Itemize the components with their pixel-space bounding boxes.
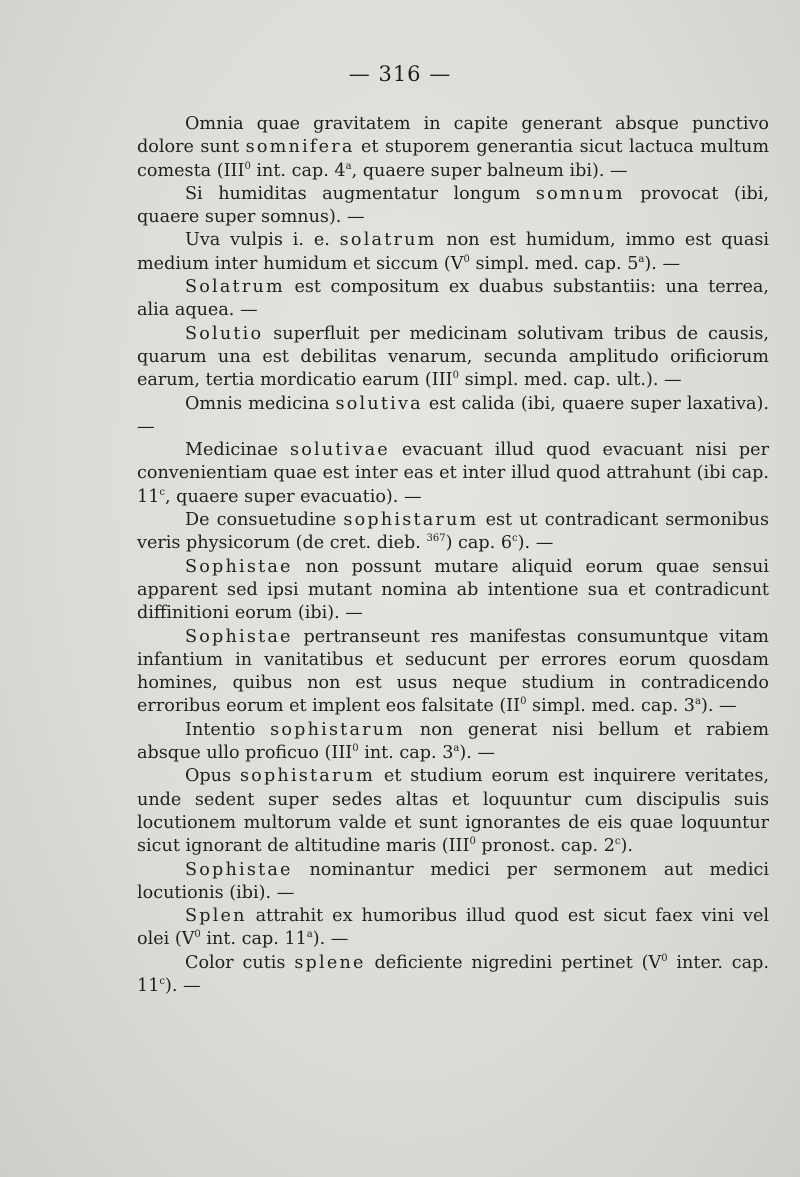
paragraph (137, 183, 769, 230)
paragraph (137, 626, 769, 719)
spaced-keyword: splene (294, 952, 366, 973)
page-number: — 316 — (348, 62, 452, 86)
spaced-keyword: Solutio (185, 323, 264, 344)
paragraph (137, 859, 769, 906)
text-run: simpl. med. cap. 3 (526, 696, 696, 717)
paragraph (137, 393, 769, 440)
text-run: non generat nisi bellum et rabiem absque ullo proficuo (III (137, 719, 770, 764)
superscript: a (695, 696, 701, 708)
text-run: ). — (644, 253, 681, 274)
superscript: 0 (352, 743, 359, 755)
paragraph (137, 719, 769, 766)
text-run: et studium eorum est inquirere veritates, unde sedent super sedes altas et loquuntur cum discipulis suis locutionem multorum valde et sunt ignorantes de eis quae loquuntur sicut ignorant de altitudine maris (III (137, 766, 770, 857)
paragraph (137, 439, 769, 509)
text-run: , quaere super evacuatio). — (165, 486, 422, 507)
text-run: ). — (700, 696, 737, 717)
paragraph (137, 509, 769, 556)
paragraph (137, 765, 769, 858)
text-run: inter. cap. 11 (137, 952, 769, 996)
spaced-keyword: somnum (535, 183, 625, 204)
superscript: c (159, 976, 165, 988)
text-run: Color cutis (185, 952, 295, 973)
text-run: ) cap. 6 (445, 533, 513, 554)
superscript: a (638, 253, 645, 265)
superscript: 0 (661, 952, 668, 964)
text-run: est calida (ibi, quaere super laxativa). — (137, 393, 769, 437)
spaced-keyword: Solatrum (185, 277, 285, 298)
text-run: simpl. med. cap. ult.). — (459, 370, 682, 391)
spaced-keyword: Sophistae (185, 859, 293, 880)
text-run: simpl. med. cap. 5 (469, 253, 639, 274)
paragraph (137, 556, 769, 626)
text-run: pronost. cap. 2 (475, 836, 615, 857)
text-run: Medicinae (185, 440, 290, 461)
text-run: est ut contradicant sermonibus veris physicorum (de cret. dieb. (137, 510, 769, 554)
superscript: c (512, 533, 518, 545)
text-run: , quaere super balneum ibi). — (351, 160, 628, 181)
text-run: superfluit per medicinam solutivam tribus de causis, quarum una est debilitas venarum, secunda amplitudo orificiorum earum, tertia mordicatio earum (III (137, 323, 769, 391)
text-run: Intentio (185, 719, 271, 740)
superscript: 0 (194, 929, 201, 941)
spaced-keyword: sophistarum (270, 719, 406, 740)
spaced-keyword: Splen (185, 906, 247, 927)
superscript: c (159, 486, 165, 498)
text-run: non possunt mutare aliquid eorum quae sensui apparent sed ipsi mutant nomina ab intentione sua et contradicunt diffinitioni eorum (ibi). — (137, 556, 769, 624)
text-run: Omnia quae gravitatem in capite generant absque punctivo dolore sunt (137, 114, 769, 158)
text-run: ). — (459, 743, 496, 764)
text-run: evacuant illud quod evacuant nisi per convenientiam quae est inter eas et inter illud quod attrahunt (ibi cap. 11 (137, 440, 770, 507)
text-run: int. cap. 4 (250, 160, 346, 181)
text-run: int. cap. 11 (200, 929, 307, 950)
superscript: 0 (469, 836, 476, 848)
text-run: deficiente nigredini pertinet (V (365, 952, 662, 973)
spaced-keyword: solutivae (289, 440, 390, 461)
text-run: Uva vulpis i. e. (185, 230, 340, 251)
text-run: est compositum ex duabus substantiis: una terrea, alia aquea. — (137, 277, 769, 321)
text-run: attrahit ex humoribus illud quod est sicut faex vini vel olei (V (137, 906, 769, 950)
spaced-keyword: solutiva (335, 393, 423, 414)
text-run: ). (620, 836, 633, 857)
paragraph (137, 905, 769, 952)
text-run: provocat (ibi, quaere super somnus). — (137, 183, 769, 228)
spaced-keyword: somnifera (245, 137, 355, 158)
paragraph (137, 229, 769, 276)
paragraph (137, 323, 769, 393)
superscript: a (453, 743, 460, 755)
superscript: 0 (463, 253, 470, 265)
superscript: 367 (426, 533, 446, 545)
paragraph (137, 276, 769, 323)
superscript: a (306, 929, 313, 941)
text-run: int. cap. 3 (358, 743, 454, 764)
spaced-keyword: Sophistae (185, 626, 293, 647)
spaced-keyword: sophistarum (239, 766, 376, 787)
superscript: 0 (244, 160, 251, 172)
spaced-keyword: sophistarum (343, 510, 479, 531)
text-run: non est humidum, immo est quasi medium inter humidum et siccum (V (137, 230, 770, 274)
text-run: Omnis medicina (185, 393, 336, 414)
text-run: et stuporem generantia sicut lactuca multum comesta (III (137, 137, 769, 181)
paragraph (137, 952, 769, 999)
superscript: c (614, 836, 621, 848)
superscript: 0 (520, 696, 527, 708)
text-run: Opus (185, 766, 240, 787)
superscript: 0 (452, 370, 459, 382)
text-run: ). — (165, 975, 201, 996)
text-run: nominantur medici per sermonem aut medici locutionis (ibi). — (137, 859, 769, 903)
spaced-keyword: Sophistae (185, 556, 293, 577)
text-run: pertranseunt res manifestas consumuntque vitam infantium in vanitatibus et seducunt per errores eorum quosdam homines, quibus non est usus neque studium in contradicendo erroribus eorum et implent eos falsitate (II (137, 626, 769, 717)
body-text (137, 113, 769, 998)
paragraph (137, 113, 769, 183)
text-run: Si humiditas augmentatur longum (185, 183, 536, 204)
text-run: ). — (517, 533, 554, 554)
text-run: ). — (312, 929, 349, 950)
spaced-keyword: solatrum (339, 230, 437, 251)
text-run: De consuetudine (185, 510, 344, 531)
superscript: a (345, 160, 352, 172)
